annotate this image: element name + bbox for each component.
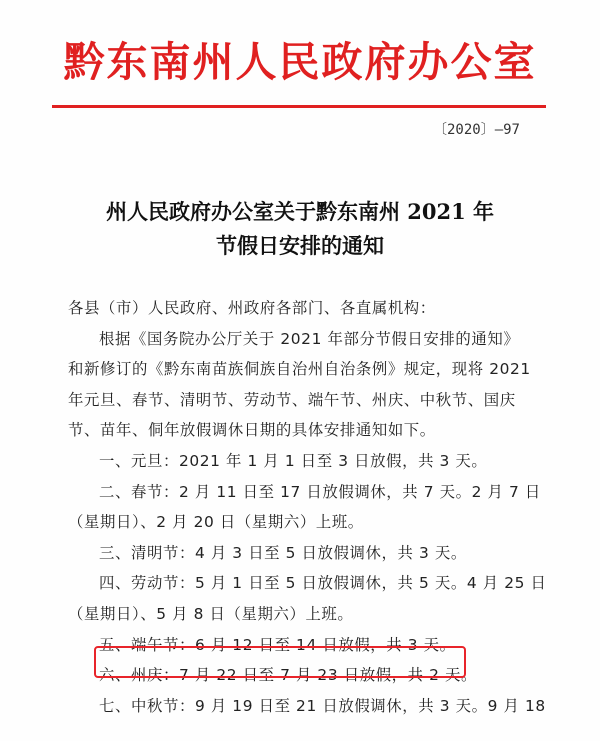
body-line: 和新修订的《黔东南苗族侗族自治州自治条例》规定，现将 2021 [68,360,531,379]
addressee-line: 各县（市）人民政府、州政府各部门、各直属机构： [68,299,436,317]
notice-title-line-2: 节假日安排的通知 [216,233,384,258]
holiday-item-labor-day: 四、劳动节：5 月 1 日至 5 日放假调休，共 5 天。4 月 25 日 [99,574,547,593]
body-line: 根据《国务院办公厅关于 2021 年部分节假日安排的通知》 [99,329,520,348]
holiday-item-mid-autumn: 七、中秋节：9 月 19 日至 21 日放假调休，共 3 天。9 月 18 [99,696,546,715]
holiday-item-spring-festival: 二、春节：2 月 11 日至 17 日放假调休，共 7 天。2 月 7 日 [99,482,541,501]
holiday-item-qingming: 三、清明节：4 月 3 日至 5 日放假调休，共 3 天。 [99,543,467,562]
issuer-header-title: 黔东南州人民政府办公室 [63,38,537,86]
document-number: 〔2020〕—97 [432,122,520,138]
holiday-item-dragon-boat: 五、端午节：6 月 12 日至 14 日放假，共 3 天。 [99,635,456,654]
holiday-item-labor-day-cont: （星期日）、5 月 8 日（星期六）上班。 [68,604,354,623]
notice-title-line-1: 州人民政府办公室关于黔东南州 2021 年 [105,199,495,224]
notice-title [0,195,600,263]
holiday-item-spring-festival-cont: （星期日）、2 月 20 日（星期六）上班。 [68,513,364,532]
red-header-rule [52,105,546,108]
body-line: 节、苗年、侗年放假调休日期的具体安排通知如下。 [68,421,436,440]
highlight-box [94,646,466,678]
holiday-item-prefecture-day: 六、州庆：7 月 22 日至 7 月 23 日放假，共 2 天。 [99,666,478,685]
body-line: 年元旦、春节、清明节、劳动节、端午节、州庆、中秋节、国庆 [68,390,516,409]
holiday-item-new-year: 一、元旦：2021 年 1 月 1 日至 3 日放假，共 3 天。 [99,451,488,470]
